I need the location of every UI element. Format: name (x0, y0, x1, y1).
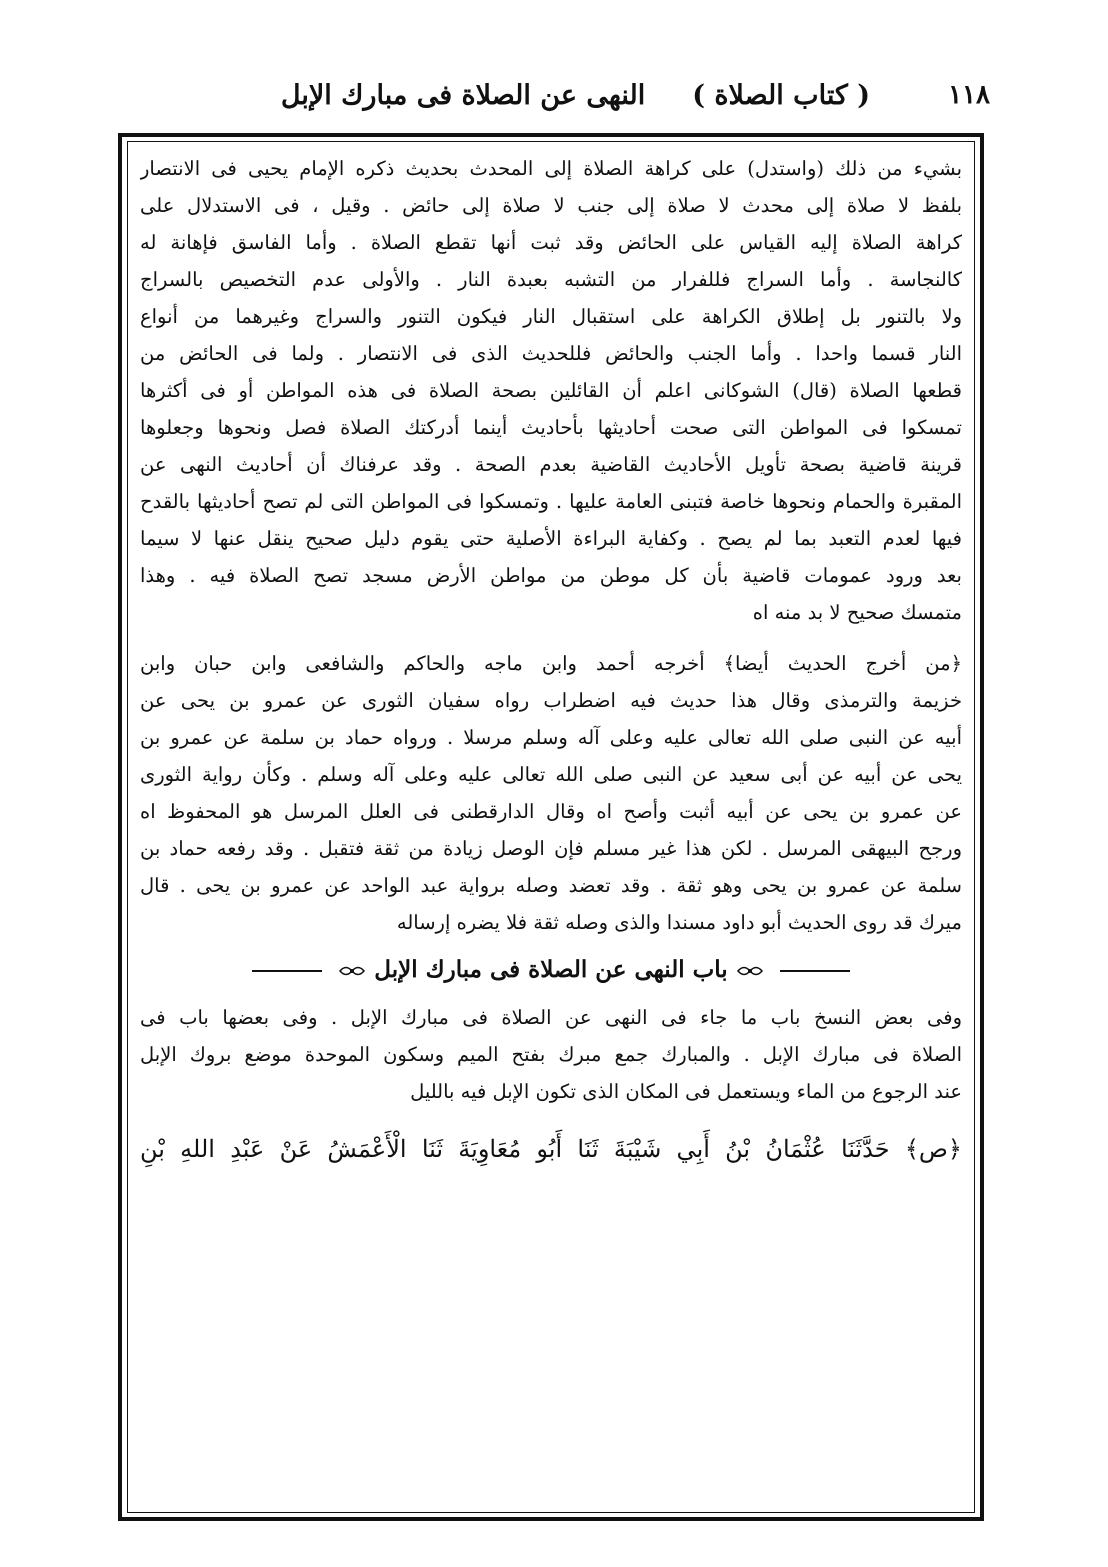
divider (252, 970, 322, 972)
text-line: بعد ورود عمومات قاضية بأن كل موطن من مواطن الأرض مسجد تصح الصلاة فيه . وهذا (140, 564, 962, 587)
paragraph-commentary (140, 150, 962, 631)
text-line: قطعها الصلاة (قال) الشوكانى اعلم أن القائلين بصحة الصلاة فى هذه المواطن أو فى أكثرها (140, 379, 962, 402)
ornament-icon (338, 963, 366, 979)
text-line: وفى بعض النسخ باب ما جاء فى النهى عن الصلاة فى مبارك الإبل . وفى بعضها باب فى (140, 1006, 962, 1029)
hadith-text: ﴿ص﴾ حَدَّثَنَا عُثْمَانُ بْنُ أَبِي شَيْبَةَ ثَنَا أَبُو مُعَاوِيَةَ ثَنَا الْأَعْمَشُ عَنْ عَبْدِ اللهِ بْنِ (140, 1135, 962, 1163)
book-title: ( كتاب الصلاة ) (692, 80, 870, 111)
text-line: يحى عن أبيه عن أبى سعيد عن النبى صلى الله تعالى عليه وعلى آله وسلم . وكأن رواية الثورى (140, 763, 962, 786)
text-line: كالنجاسة . وأما السراج فللفرار من التشبه بعبدة النار . والأولى عدم التخصيص بالسراج (140, 268, 962, 291)
text-line: ورجح البيهقى المرسل . لكن هذا غير مسلم فإن الوصل زيادة من ثقة فتقبل . وقد رفعه حماد بن (140, 837, 962, 860)
text-line: خزيمة والترمذى وقال هذا حديث فيه اضطراب رواه سفيان الثورى عن عمرو بن يحى عن (140, 689, 962, 712)
text-line: تمسكوا فى المواطن التى صحت أحاديثها بأحاديث أينما أدركتك الصلاة فصل ونحوها وجعلوها (140, 416, 962, 439)
text-line: أبيه عن النبى صلى الله تعالى عليه وعلى آله وسلم مرسلا . ورواه حماد بن سلمة عن عمرو بن (140, 726, 962, 749)
text-line: عند الرجوع من الماء ويستعمل فى المكان الذى تكون الإبل فيه بالليل (410, 1080, 962, 1103)
text-line: بلفظ لا صلاة إلى محدث لا صلاة إلى جنب لا صلاة إلى حائض . وقيل ، فى الاستدلال على (140, 194, 962, 217)
text-line: ولا بالتنور بل إطلاق الكراهة على استقبال النار فيكون التنور والسراج وغيرهما من أنواع (140, 305, 962, 328)
chapter-heading: النهى عن الصلاة فى مبارك الإبل (280, 80, 646, 111)
text-line: سلمة عن عمرو بن يحى وهو ثقة . وقد تعضد وصله برواية عبد الواحد عن عمرو بن يحى . قال (140, 874, 962, 897)
paragraph-chapter-note (140, 999, 962, 1110)
text-line: المقبرة والحمام ونحوها خاصة فتبنى العامة عليها . وتمسكوا فى المواطن التى لم تصح أحاديثها بالقدح (140, 490, 962, 513)
chapter-title (140, 941, 962, 999)
page-header (150, 80, 990, 124)
text-line: بشيء من ذلك (واستدل) على كراهة الصلاة إلى المحدث بحديث ذكره الإمام يحيى فى الانتصار (140, 157, 962, 180)
text-line: كراهة الصلاة إليه القياس على الحائض وقد ثبت أنها تقطع الصلاة . وأما الفاسق فإهانة له (140, 231, 962, 254)
text-line: النار قسما واحدا . وأما الجنب والحائض فللحديث الذى فى الانتصار . ولما فى الحائض من (140, 342, 962, 365)
divider (780, 970, 850, 972)
text-line: ميرك قد روى الحديث أبو داود مسندا والذى وصله ثقة فلا يضره إرساله (396, 911, 962, 934)
paragraph-takhrij (140, 645, 962, 941)
text-line: فيها لعدم التعبد بما لم يصح . وكفاية البراءة الأصلية حتى يقوم دليل صحيح ينقل عنها لا سيما (140, 527, 962, 550)
text-line: ﴿من أخرج الحديث أيضا﴾ أخرجه أحمد وابن ماجه والحاكم والشافعى وابن حبان وابن (140, 652, 962, 675)
running-head (281, 80, 870, 111)
text-line: عن عمرو بن يحى عن أبيه أثبت وأصح اه وقال الدارقطنى فى العلل المرسل هو المحفوظ اه (140, 800, 962, 823)
text-line: متمسك صحيح لا بد منه اه (752, 601, 962, 624)
text-line: الصلاة فى مبارك الإبل . والمبارك جمع مبرك بفتح الميم وسكون الموحدة موضع بروك الإبل (140, 1043, 962, 1066)
page-number: ١١٨ (948, 80, 990, 110)
ornament-icon (736, 963, 764, 979)
text-body (140, 150, 962, 1174)
text-line: قرينة قاضية بصحة تأويل الأحاديث القاضية بعدم الصحة . وقد عرفناك أن أحاديث النهى عن (140, 453, 962, 476)
chapter-title-text: باب النهى عن الصلاة فى مبارك الإبل (374, 956, 728, 983)
